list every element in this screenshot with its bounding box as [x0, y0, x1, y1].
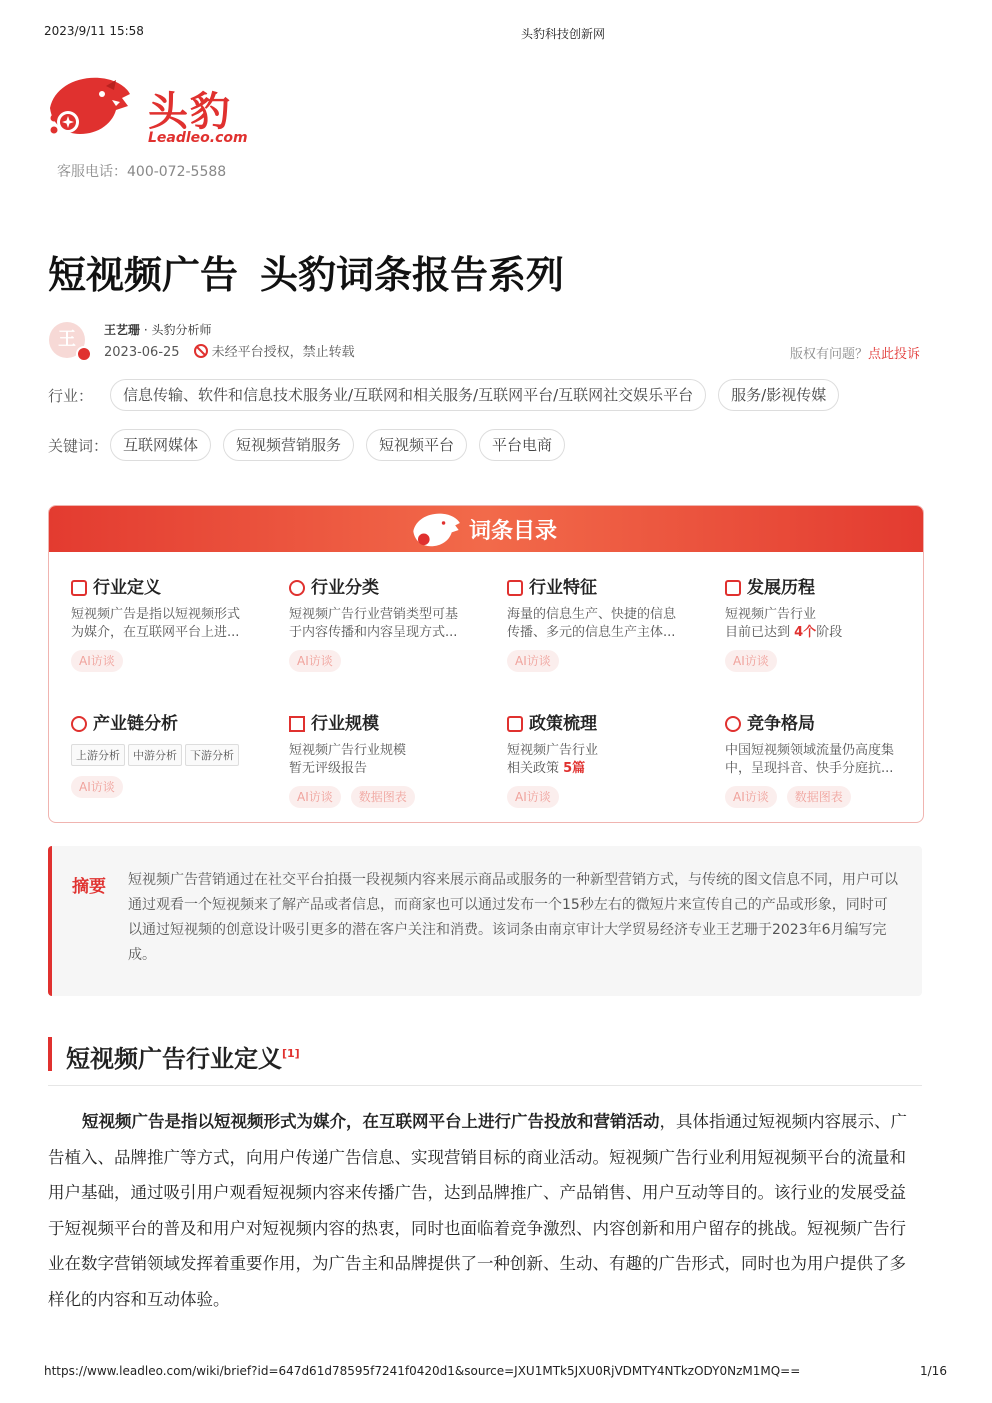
midstream-tag[interactable]: 中游分析 — [128, 744, 182, 766]
industry-tag[interactable]: 服务/影视传媒 — [718, 379, 839, 411]
toc-item-title: 行业特征 — [529, 578, 597, 598]
toc-item-desc: 短视频广告行业 — [507, 743, 599, 758]
abstract-label: 摘要 — [72, 877, 106, 897]
industry-label: 行业： — [48, 387, 94, 405]
toc-item-desc: 传播、多元的信息生产主体... — [507, 625, 676, 640]
bar-chart-icon — [289, 716, 305, 732]
upstream-tag[interactable]: 上游分析 — [71, 744, 125, 766]
toc-item-title: 行业定义 — [93, 578, 161, 598]
toc-item-desc: 中国短视频领域流量仍高度集 — [725, 743, 895, 758]
toc-item-desc: 阶段 — [816, 625, 843, 640]
repost-notice: 未经平台授权，禁止转载 — [211, 345, 355, 360]
pie-chart-icon — [725, 716, 741, 732]
toc-item-classification[interactable] — [289, 576, 489, 672]
document-icon — [507, 716, 523, 732]
section-title: 短视频广告行业定义 — [66, 1045, 282, 1073]
toc-item-history[interactable] — [725, 576, 924, 672]
divider — [48, 1085, 922, 1086]
keyword-tags — [110, 429, 930, 461]
toc-header — [49, 506, 923, 552]
ai-interview-button[interactable]: AI访谈 — [507, 786, 559, 808]
keyword-tag[interactable]: 平台电商 — [479, 429, 565, 461]
keyword-tag[interactable]: 短视频营销服务 — [223, 429, 354, 461]
page-number: 1/16 — [920, 1364, 947, 1378]
footer-url[interactable]: https://www.leadleo.com/wiki/brief?id=647d61d78595f7241f0420d1&source=JXU1MTk5JXU0RjVDMTY4NTkzODY0NzM1MQ== — [44, 1364, 801, 1378]
abstract-text: 短视频广告营销通过在社交平台拍摄一段视频内容来展示商品或服务的一种新型营销方式，与传统的图文信息不同，用户可以通过观看一个短视频来了解产品或者信息，而商家也可以通过发布一个15秒左右的微短片来宣传自己的产品或形象，同时可以通过短视频的创意设计吸引更多的潜在客户关注和消费。该词条由南京审计大学贸易经济专业王艺珊于2023年6月编写完成。 — [128, 872, 898, 963]
avatar[interactable]: 王 — [49, 322, 85, 358]
toc-item-title: 政策梳理 — [529, 714, 597, 734]
definition-body: ，具体指通过短视频内容展示、广告植入、品牌推广等方式，向用户传递广告信息、实现营销目标的商业活动。短视频广告行业利用短视频平台的流量和用户基础，通过吸引用户观看短视频内容来传播广告，达到品牌推广、产品销售、用户互动等目的。该行业的发展受益于短视频平台的普及和用户对短视频内容的热衷，同时也面临着竞争激烈、内容创新和用户留存的挑战。短视频广告行业在数字营销领域发挥着重要作用，为广告主和品牌提供了一种创新、生动、有趣的广告形式，同时也为用户提供了多样化的内容和互动体验。 — [48, 1112, 907, 1309]
no-repost-icon — [194, 344, 208, 358]
definition-paragraph — [48, 1104, 922, 1317]
toc-item-desc: 中，呈现抖音、快手分庭抗... — [725, 761, 894, 776]
toc-item-chain[interactable] — [71, 712, 271, 798]
copyright-notice — [790, 343, 920, 362]
toc-item-features[interactable] — [507, 576, 707, 672]
chain-icon — [71, 716, 87, 732]
toc-item-definition[interactable] — [71, 576, 271, 672]
logo-name-cn: 头豹 — [148, 89, 232, 135]
keywords-label: 关键词： — [48, 437, 109, 455]
toc-item-competition[interactable] — [725, 712, 924, 808]
toc-item-desc: 短视频广告行业 — [725, 607, 817, 622]
puzzle-icon — [507, 580, 523, 596]
verified-badge-icon — [76, 346, 92, 362]
ai-interview-button[interactable]: AI访谈 — [507, 650, 559, 672]
ai-interview-button[interactable]: AI访谈 — [71, 650, 123, 672]
toc-item-desc: 于内容传播和内容呈现方式... — [289, 625, 458, 640]
toc-item-title: 产业链分析 — [93, 714, 178, 734]
author-role: · 头豹分析师 — [140, 323, 212, 337]
site-title: 头豹科技创新网 — [521, 27, 606, 41]
toc-item-desc: 为媒介，在互联网平台上进... — [71, 625, 240, 640]
page-title — [48, 244, 564, 299]
toc-item-desc: 海量的信息生产、快捷的信息 — [507, 607, 677, 622]
toc-item-title: 发展历程 — [747, 578, 815, 598]
title-series: 头豹词条报告系列 — [260, 253, 565, 297]
logo-name-en: Leadleo.com — [148, 130, 248, 146]
toc-item-desc: 短视频广告行业营销类型可基 — [289, 607, 459, 622]
keyword-tag[interactable]: 短视频平台 — [366, 429, 467, 461]
author-line — [104, 321, 211, 338]
section-heading — [48, 1037, 300, 1071]
toc-item-desc: 相关政策 — [507, 761, 564, 776]
toc-item-desc: 暂无评级报告 — [289, 761, 368, 776]
industry-tag[interactable]: 信息传输、软件和信息技术服务业/互联网和相关服务/互联网平台/互联网社交娱乐平台 — [110, 379, 706, 411]
reference-link[interactable]: [1] — [282, 1047, 300, 1060]
toc-item-title: 竞争格局 — [747, 714, 815, 734]
report-link[interactable]: 点此投诉 — [868, 347, 921, 362]
keyword-tag[interactable]: 互联网媒体 — [110, 429, 211, 461]
publish-date: 2023-06-25 — [104, 345, 180, 360]
toc-item-title: 行业分类 — [311, 578, 379, 598]
toc-panel — [48, 505, 924, 823]
toc-item-scale[interactable] — [289, 712, 489, 808]
abstract-box — [48, 846, 922, 996]
author-name[interactable]: 王艺珊 — [104, 323, 141, 337]
ai-interview-button[interactable]: AI访谈 — [289, 786, 341, 808]
ai-interview-button[interactable]: AI访谈 — [725, 786, 777, 808]
leopard-logo-icon[interactable] — [46, 72, 132, 140]
toc-item-desc: 目前已达到 — [725, 625, 795, 640]
toc-title: 词条目录 — [469, 519, 558, 544]
toc-item-desc: 短视频广告是指以短视频形式 — [71, 607, 241, 622]
title-main: 短视频广告 — [48, 253, 239, 297]
data-chart-button[interactable]: 数据图表 — [351, 786, 415, 808]
toc-item-title: 行业规模 — [311, 714, 379, 734]
toc-item-desc: 短视频广告行业规模 — [289, 743, 407, 758]
timeline-icon — [725, 580, 741, 596]
downstream-tag[interactable]: 下游分析 — [185, 744, 239, 766]
ai-interview-button[interactable]: AI访谈 — [71, 776, 123, 798]
ai-interview-button[interactable]: AI访谈 — [289, 650, 341, 672]
author-meta — [104, 341, 355, 360]
toc-item-policy[interactable] — [507, 712, 707, 808]
print-datetime: 2023/9/11 15:58 — [44, 24, 144, 38]
policy-count: 5篇 — [563, 761, 586, 776]
data-chart-button[interactable]: 数据图表 — [787, 786, 851, 808]
definition-icon — [71, 580, 87, 596]
copyright-question: 版权有问题？ — [790, 347, 869, 362]
definition-lead: 短视频广告是指以短视频形式为媒介，在互联网平台上进行广告投放和营销活动 — [82, 1112, 660, 1131]
stage-count: 4个 — [794, 625, 817, 640]
hierarchy-icon — [289, 580, 305, 596]
service-phone: 客服电话：400-072-5588 — [57, 164, 227, 180]
industry-tags — [110, 379, 930, 411]
leopard-logo-icon — [411, 510, 461, 550]
ai-interview-button[interactable]: AI访谈 — [725, 650, 777, 672]
